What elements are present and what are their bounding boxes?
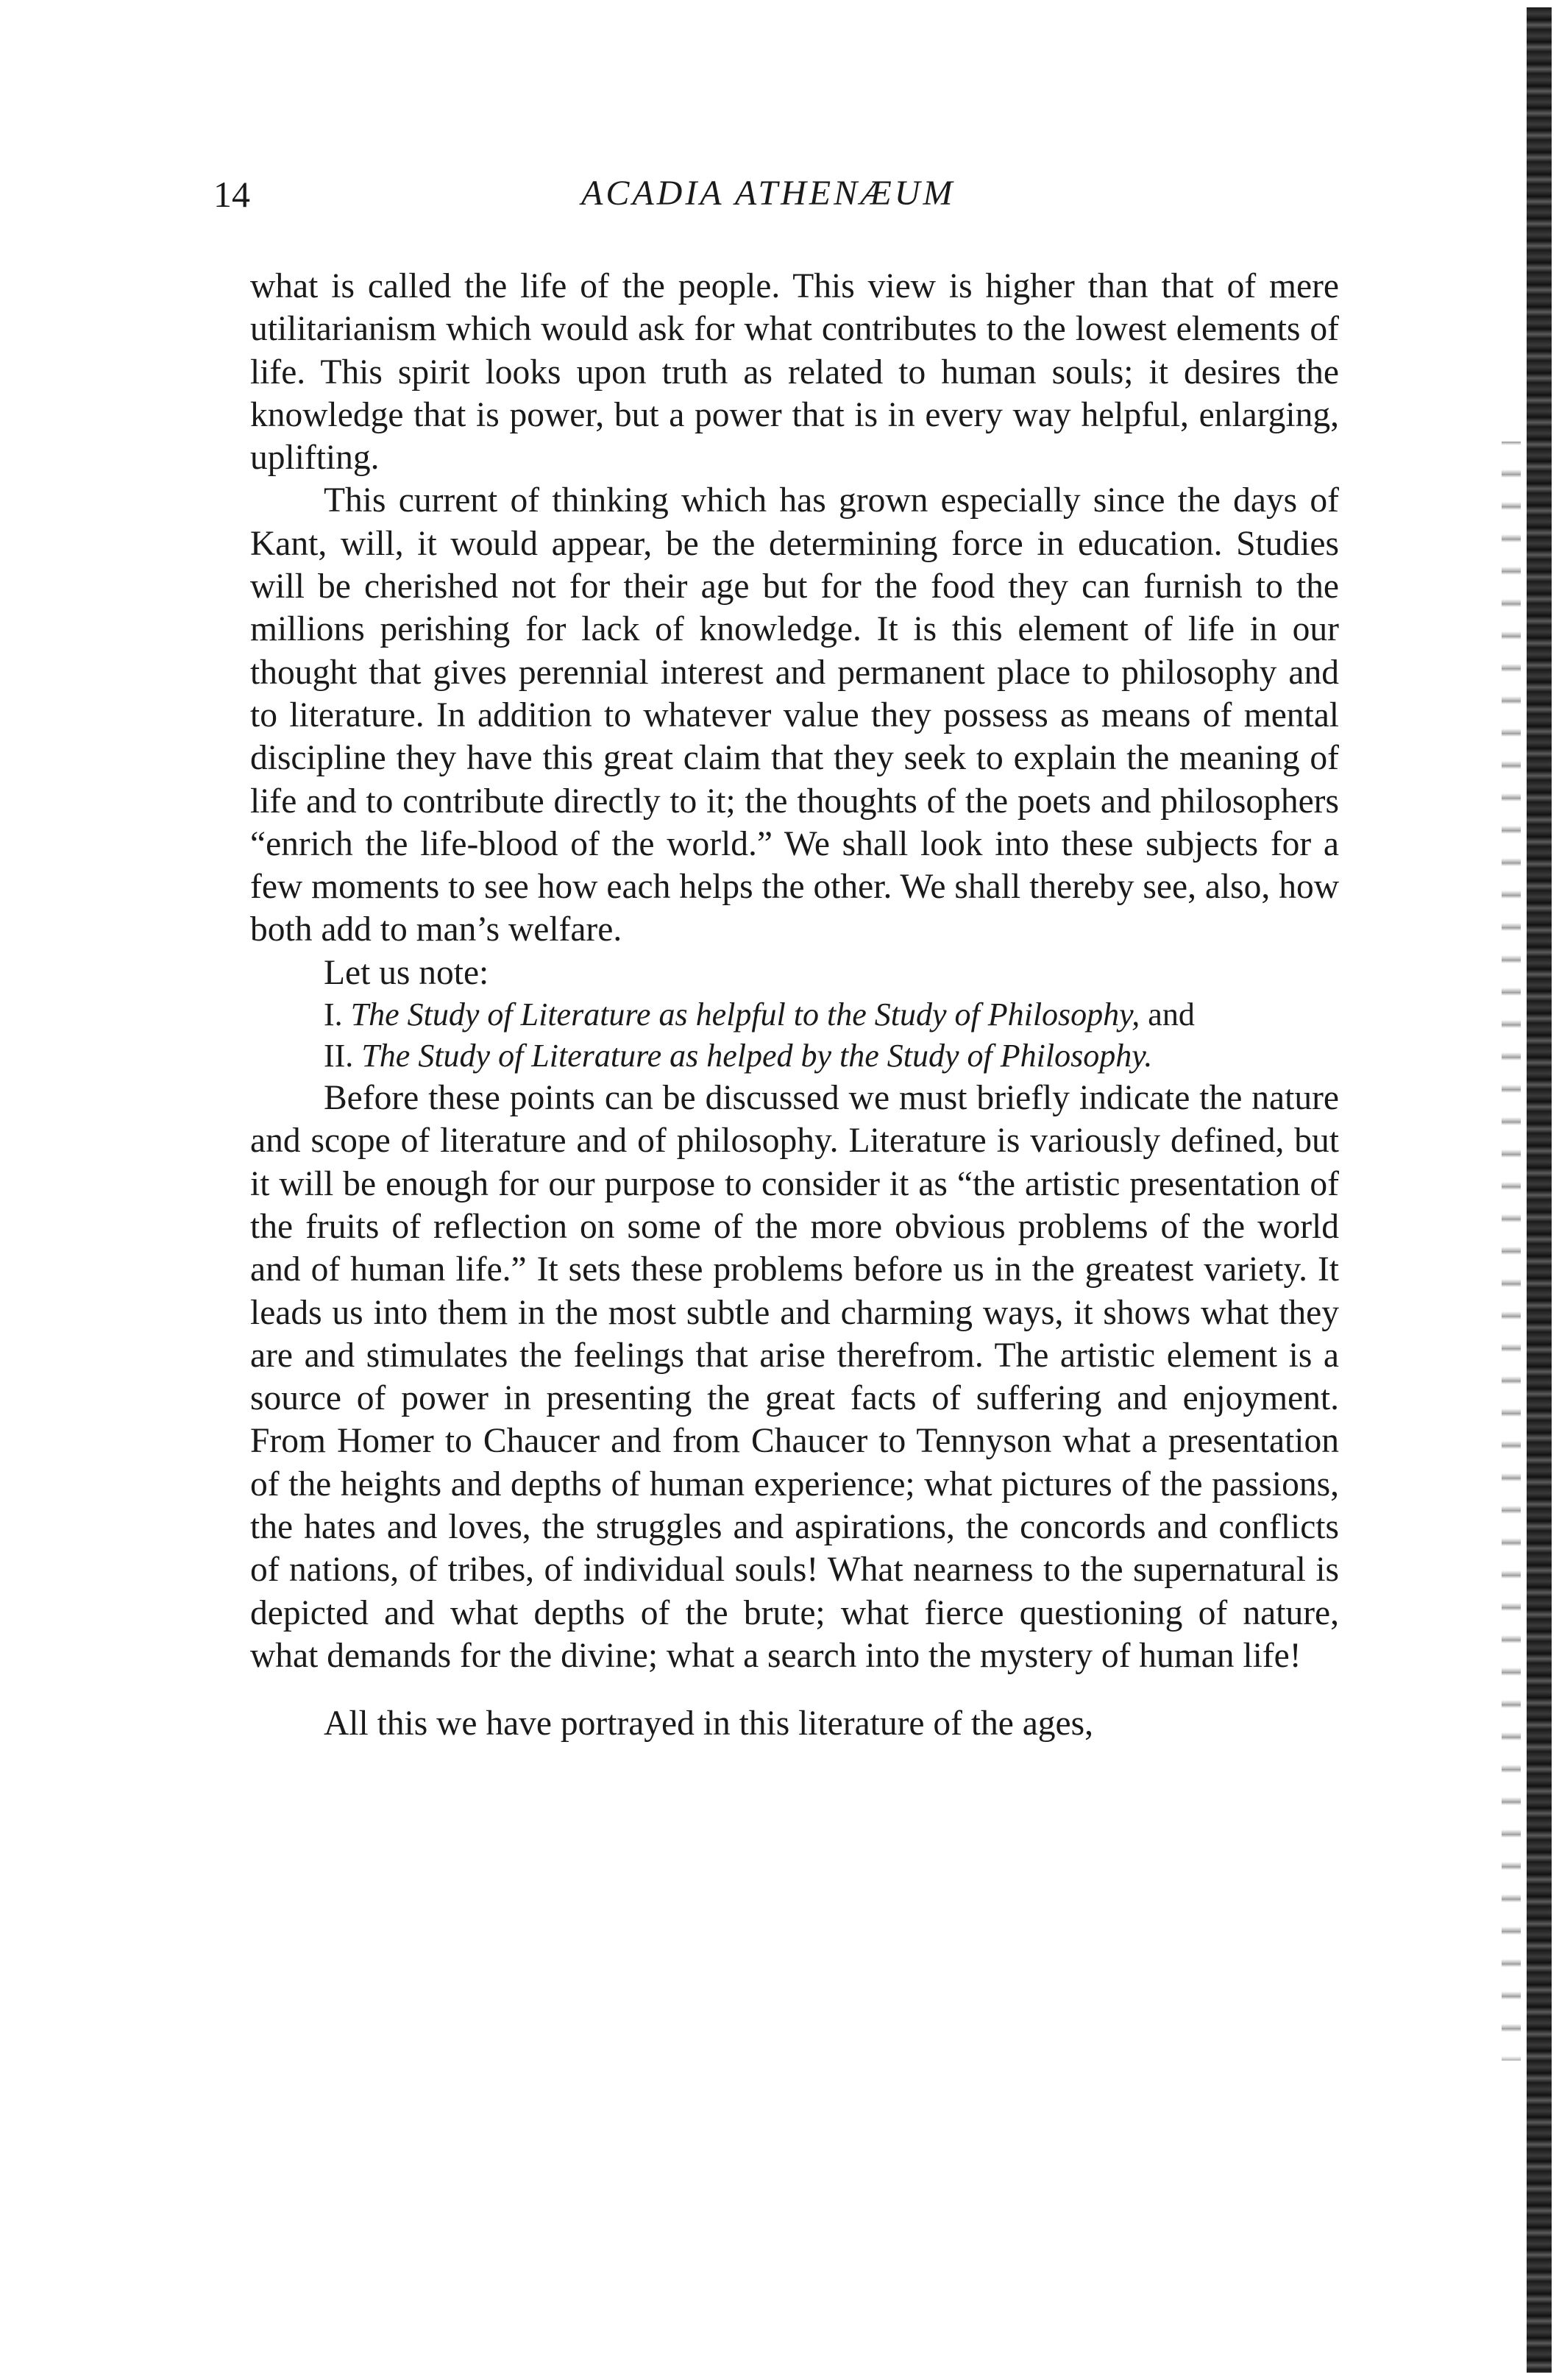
article-body — [250, 265, 1339, 1746]
list-item — [250, 1035, 1339, 1077]
list-item-text: The Study of Literature as helpful to the Study of Philosophy, — [350, 996, 1140, 1033]
paragraph: Before these points can be discussed we must briefly indicate the nature and scope of literature and of philosophy. Literature is variously defined, but it will be enough for our purpose to consider it as “the artistic presentation of the fruits of reflection on some of the more obvious problems of the world and of human life.” It sets these problems before us in the greatest variety. It leads us into them in the most subtle and charming ways, it shows what they are and stimulates the feelings that arise therefrom. The artistic element is a source of power in presenting the great facts of suffering and enjoyment. From Homer to Chaucer and from Chaucer to Tennyson what a presentation of the heights and depths of human experience; what pictures of the passions, the hates and loves, the struggles and aspirations, the concords and conflicts of nations, of tribes, of individual souls! What nearness to the supernatural is depicted and what depths of the brute; what fierce questioning of nature, what demands for the divine; what a search into the mystery of human life! — [250, 1079, 1339, 1675]
paragraph: All this we have portrayed in this literature of the ages, — [324, 1704, 1093, 1743]
list-item-tail: and — [1148, 996, 1195, 1033]
book-binding-edge — [1478, 0, 1559, 2380]
running-title: ACADIA ATHENÆUM — [581, 174, 956, 213]
list-item — [250, 994, 1339, 1035]
paragraph: This current of thinking which has grown especially since the days of Kant, will, it would appear, be the determining force in education. Studies will be cherished not for their age but for the food they can furnish to the millions perishing for lack of knowledge. It is this element of life in our thought that gives perennial interest and permanent place to philosophy and to literature. In addition to whatever value they possess as means of mental discipline they have this great claim that they seek to explain the meaning of life and to contribute directly to it; the thoughts of the poets and philosophers “enrich the life-blood of the world.” We shall look into these subjects for a few moments to see how each helps the other. We shall thereby see, also, how both add to man’s welfare. — [250, 481, 1339, 949]
list-item-number: II. — [324, 1038, 354, 1074]
binding-speckle — [1502, 442, 1521, 2061]
binding-spine — [1527, 7, 1552, 2373]
paragraph: Let us note: — [324, 953, 489, 992]
page-header — [213, 173, 1339, 224]
page-number: 14 — [213, 174, 250, 215]
paragraph: what is called the life of the people. This view is higher than that of mere utilitarianism which would ask for what contributes to the lowest elements of life. This spirit looks upon truth as related to human souls; it desires the knowledge that is power, but a power that is in every way helpful, enlarging, uplifting. — [250, 267, 1339, 478]
list-item-text: The Study of Literature as helped by the Study of Philosophy. — [361, 1038, 1153, 1074]
list-item-number: I. — [324, 996, 343, 1033]
